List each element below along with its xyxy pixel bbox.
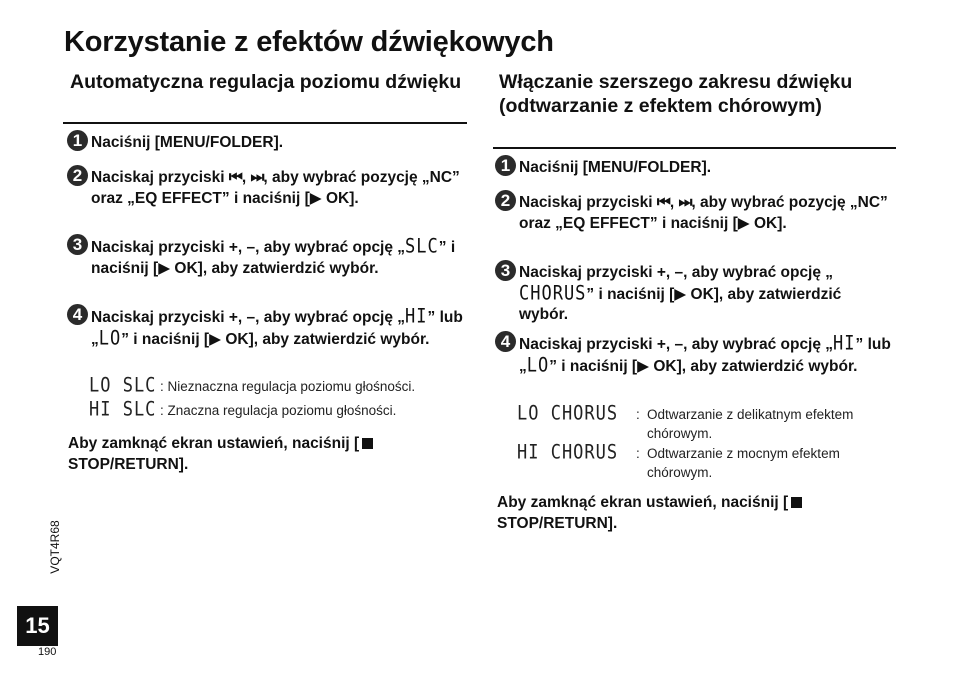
step-number-badge: 4 [67, 304, 88, 325]
display-label: HI CHORUS [517, 441, 619, 465]
right-option-lo-chorus: LO CHORUS : Odtwarzanie z delikatnym efektem chórowym. [517, 402, 854, 441]
step-number-badge: 3 [67, 234, 88, 255]
step-number-badge: 1 [495, 155, 516, 176]
stop-icon [791, 497, 802, 508]
play-icon: ▶ [637, 357, 650, 375]
option-description-cont: chórowym. [647, 426, 713, 441]
left-step-4 [72, 304, 471, 350]
step-text: Naciskaj przyciski ⏮, ⏭, aby wybrać pozycję „NC” oraz „EQ EFFECT” i naciśnij [▶ OK]. [519, 194, 888, 232]
skip-forward-icon: ⏭ [678, 194, 692, 211]
display-label: LO SLC [89, 374, 157, 398]
step-number-badge: 2 [495, 190, 516, 211]
step-text: Naciśnij [MENU/FOLDER]. [91, 134, 284, 151]
left-step-3 [72, 234, 471, 279]
page-number-badge: 15 [17, 606, 58, 646]
sub-page-number: 190 [38, 646, 57, 658]
skip-forward-icon: ⏭ [250, 169, 264, 186]
display-label-slc: SLC [405, 235, 439, 259]
display-label-lo: LO [526, 353, 550, 377]
left-closing-note: Aby zamknąć ekran ustawień, naciśnij [ STOP/RETURN]. [68, 434, 468, 475]
display-label: LO CHORUS [517, 402, 619, 426]
document-code: VQT4R68 [48, 520, 62, 574]
right-section-title: Włączanie szerszego zakresu dźwięku (odtwarzanie z efektem chórowym) [499, 71, 853, 117]
right-step-1 [500, 155, 899, 179]
step-text: Naciskaj przyciski +, –, aby wybrać opcję „HI” lub „LO” i naciśnij [▶ OK], aby zatwierdzić wybór. [91, 305, 463, 350]
right-section-divider [493, 147, 896, 149]
left-section-title: Automatyczna regulacja poziomu dźwięku [70, 71, 462, 93]
step-text: Naciskaj przyciski +, –, aby wybrać opcję „HI” lub „LO” i naciśnij [▶ OK], aby zatwierdzić wybór. [519, 332, 891, 377]
step-text: Naciskaj przyciski ⏮, ⏭, aby wybrać pozycję „NC” oraz „EQ EFFECT” i naciśnij [▶ OK]. [91, 169, 460, 207]
display-label-hi: HI [405, 305, 428, 329]
right-step-2 [500, 190, 894, 234]
display-label-lo: LO [98, 326, 122, 350]
option-description: Odtwarzanie z mocnym efektem [647, 446, 840, 461]
left-step-2 [72, 165, 471, 209]
option-description: : Nieznaczna regulacja poziomu głośności. [160, 379, 416, 394]
right-step-3 [500, 260, 859, 326]
skip-back-icon: ⏮ [656, 194, 670, 211]
step-number-badge: 2 [67, 165, 88, 186]
step-number-badge: 1 [67, 130, 88, 151]
step-number-badge: 3 [495, 260, 516, 281]
skip-back-icon: ⏮ [228, 169, 242, 186]
play-icon: ▶ [158, 259, 171, 277]
right-step-4 [500, 331, 899, 377]
page-title: Korzystanie z efektów dźwiękowych [64, 26, 554, 58]
display-label: HI SLC [89, 398, 157, 422]
step-text: Naciśnij [MENU/FOLDER]. [519, 159, 712, 176]
step-text: Naciskaj przyciski +, –, aby wybrać opcję „CHORUS” i naciśnij [▶ OK], aby zatwierdzić wybór. [519, 264, 842, 323]
option-description: Odtwarzanie z delikatnym efektem [647, 407, 854, 422]
right-closing-note: Aby zamknąć ekran ustawień, naciśnij [ STOP/RETURN]. [497, 493, 897, 534]
play-icon: ▶ [674, 285, 687, 303]
play-icon: ▶ [309, 189, 322, 207]
option-description-cont: chórowym. [647, 465, 713, 480]
play-icon: ▶ [209, 330, 222, 348]
display-label-hi: HI [833, 332, 856, 356]
display-label-chorus: CHORUS [519, 281, 587, 305]
step-text: Naciskaj przyciski +, –, aby wybrać opcję „SLC” i naciśnij [▶ OK], aby zatwierdzić wybór. [91, 235, 456, 277]
left-step-1 [72, 130, 471, 154]
play-icon: ▶ [737, 214, 750, 232]
step-number-badge: 4 [495, 331, 516, 352]
stop-icon [362, 438, 373, 449]
option-description: : Znaczna regulacja poziomu głośności. [160, 403, 397, 418]
right-option-hi-chorus: HI CHORUS : Odtwarzanie z mocnym efektem chórowym. [517, 441, 840, 480]
left-section-divider [63, 122, 467, 124]
